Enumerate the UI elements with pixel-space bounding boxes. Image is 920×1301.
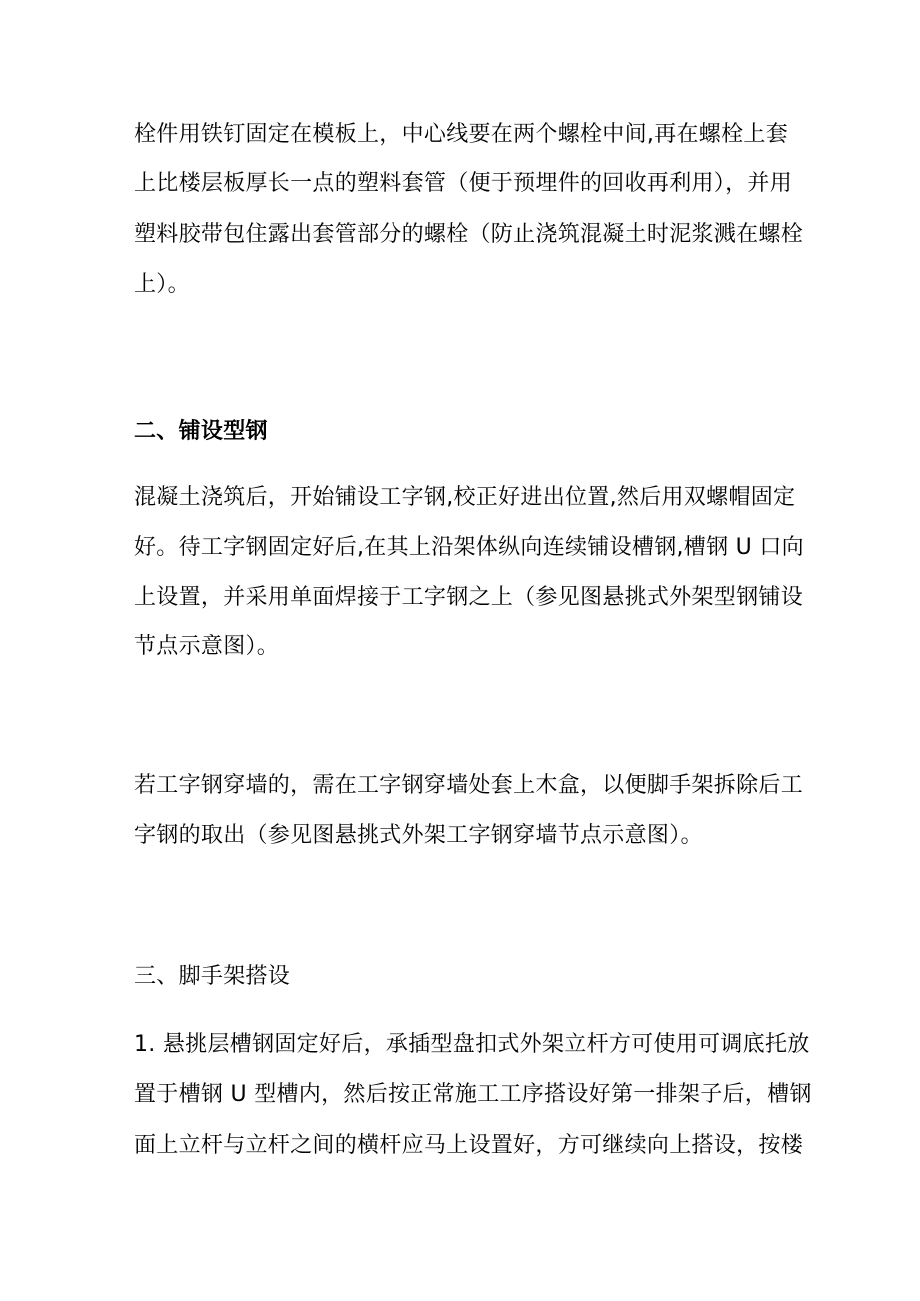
paragraph-4-line-3: 面上立杆与立杆之间的横杆应马上设置好，方可继续向上搭设，按楼 [134, 1133, 804, 1158]
paragraph-2-line-3: 上设置，并采用单面焊接于工字钢之上（参见图悬挑式外架型钢铺设 [134, 585, 804, 610]
paragraph-4-line-2: 置于槽钢 U 型槽内，然后按正常施工工序搭设好第一排架子后，槽钢 [134, 1082, 812, 1107]
paragraph-3-line-2: 字钢的取出（参见图悬挑式外架工字钢穿墙节点示意图）。 [134, 823, 703, 848]
paragraph-2-line-2: 好。待工字钢固定好后,在其上沿架体纵向连续铺设槽钢,槽钢 U 口向 [134, 535, 804, 560]
paragraph-3-line-1: 若工字钢穿墙的，需在工字钢穿墙处套上木盒，以便脚手架拆除后工 [134, 773, 804, 798]
section-heading-2: 二、铺设型钢 [134, 419, 268, 444]
paragraph-4-line-1: 1. 悬挑层槽钢固定好后，承插型盘扣式外架立杆方可使用可调底托放 [134, 1032, 810, 1057]
paragraph-2-line-1: 混凝土浇筑后，开始铺设工字钢,校正好进出位置,然后用双螺帽固定 [134, 485, 796, 510]
section-heading-3: 三、脚手架搭设 [134, 964, 291, 989]
paragraph-1-line-4: 上）。 [134, 272, 190, 297]
paragraph-1-line-1: 栓件用铁钉固定在模板上，中心线要在两个螺栓中间,再在螺栓上套 [134, 122, 788, 147]
paragraph-2-line-4: 节点示意图）。 [134, 634, 280, 659]
paragraph-1-line-2: 上比楼层板厚长一点的塑料套管（便于预埋件的回收再利用），并用 [134, 171, 793, 196]
paragraph-1-line-3: 塑料胶带包住露出套管部分的螺栓（防止浇筑混凝土时泥浆溅在螺栓 [134, 222, 804, 247]
